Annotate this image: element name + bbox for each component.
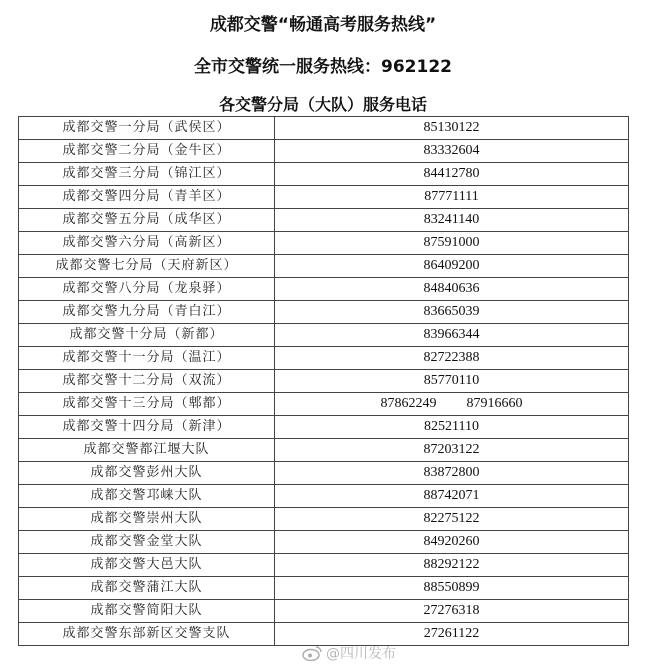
table-row [19,577,629,600]
unit-name-cell: 成都交警十四分局（新津） [19,416,275,439]
table-row [19,347,629,370]
phone-cell [275,163,629,186]
phone-cell [275,393,629,416]
phone-number: 87771111 [424,189,479,204]
table-row [19,531,629,554]
phone-number: 83332604 [423,143,480,158]
table-row [19,232,629,255]
table-row [19,508,629,531]
table-heading: 各交警分局（大队）服务电话 [218,95,427,114]
unit-name-cell: 成都交警金堂大队 [19,531,275,554]
phone-cell [275,554,629,577]
phone-number: 87591000 [423,235,480,250]
table-row [19,140,629,163]
phone-cell [275,370,629,393]
phone-number: 86409200 [423,258,480,273]
phone-number: 27276318 [423,603,480,618]
unit-name-cell: 成都交警都江堰大队 [19,439,275,462]
phone-number: 27261122 [423,626,480,641]
phone-cell [275,531,629,554]
unit-name-cell: 成都交警七分局（天府新区） [19,255,275,278]
unit-name-cell: 成都交警二分局（金牛区） [19,140,275,163]
unit-name-cell: 成都交警东部新区交警支队 [19,623,275,646]
phone-cell [275,485,629,508]
table-row [19,278,629,301]
phone-number: 82521110 [424,419,479,434]
phone-number: 88742071 [423,488,480,503]
table-row [19,370,629,393]
phone-table [18,116,629,646]
phone-number: 83966344 [423,327,480,342]
phone-cell [275,255,629,278]
phone-cell [275,508,629,531]
phone-cell [275,462,629,485]
phone-number: 88292122 [423,557,480,572]
phone-number: 83241140 [423,212,480,227]
phone-cell [275,232,629,255]
phone-cell [275,209,629,232]
weibo-icon [302,645,322,661]
phone-number: 83872800 [423,465,480,480]
phone-number: 83665039 [423,304,480,319]
phone-cell [275,301,629,324]
phone-number: 87862249 [380,396,437,411]
phone-number: 85770110 [423,373,480,388]
unit-name-cell: 成都交警三分局（锦江区） [19,163,275,186]
table-row [19,117,629,140]
table-row [19,554,629,577]
page-title: 成都交警“畅通高考服务热线” [209,15,437,35]
phone-cell [275,186,629,209]
unit-name-cell: 成都交警四分局（青羊区） [19,186,275,209]
phone-number: 82275122 [423,511,480,526]
phone-cell [275,577,629,600]
unit-name-cell: 成都交警十一分局（温江） [19,347,275,370]
table-row [19,600,629,623]
table-row [19,186,629,209]
table-row [19,324,629,347]
unit-name-cell: 成都交警十二分局（双流） [19,370,275,393]
table-row [19,209,629,232]
unit-name-cell: 成都交警十分局（新都） [19,324,275,347]
phone-number: 85130122 [423,120,480,135]
unit-name-cell: 成都交警十三分局（郫都） [19,393,275,416]
table-row [19,255,629,278]
phone-cell [275,140,629,163]
watermark [302,643,396,663]
phone-cell [275,416,629,439]
hotline-heading: 全市交警统一服务热线：962122 [194,57,452,77]
table-row [19,416,629,439]
phone-cell [275,600,629,623]
phone-number: 82722388 [423,350,480,365]
unit-name-cell: 成都交警大邑大队 [19,554,275,577]
table-row [19,485,629,508]
phone-number: 87203122 [423,442,480,457]
phone-number: 87916660 [466,396,523,411]
phone-number: 84920260 [423,534,480,549]
phone-number: 84412780 [423,166,480,181]
watermark-text: @四川发布 [326,646,396,662]
table-row [19,393,629,416]
phone-cell [275,117,629,140]
table-row [19,301,629,324]
phone-cell [275,324,629,347]
unit-name-cell: 成都交警崇州大队 [19,508,275,531]
phone-number: 88550899 [423,580,480,595]
unit-name-cell: 成都交警邛崃大队 [19,485,275,508]
unit-name-cell: 成都交警彭州大队 [19,462,275,485]
unit-name-cell: 成都交警一分局（武侯区） [19,117,275,140]
phone-cell [275,347,629,370]
phone-number: 84840636 [423,281,480,296]
phone-cell [275,439,629,462]
unit-name-cell: 成都交警五分局（成华区） [19,209,275,232]
table-row [19,439,629,462]
table-row [19,163,629,186]
unit-name-cell: 成都交警八分局（龙泉驿） [19,278,275,301]
unit-name-cell: 成都交警九分局（青白江） [19,301,275,324]
phone-cell [275,278,629,301]
unit-name-cell: 成都交警蒲江大队 [19,577,275,600]
unit-name-cell: 成都交警简阳大队 [19,600,275,623]
unit-name-cell: 成都交警六分局（高新区） [19,232,275,255]
table-row [19,462,629,485]
